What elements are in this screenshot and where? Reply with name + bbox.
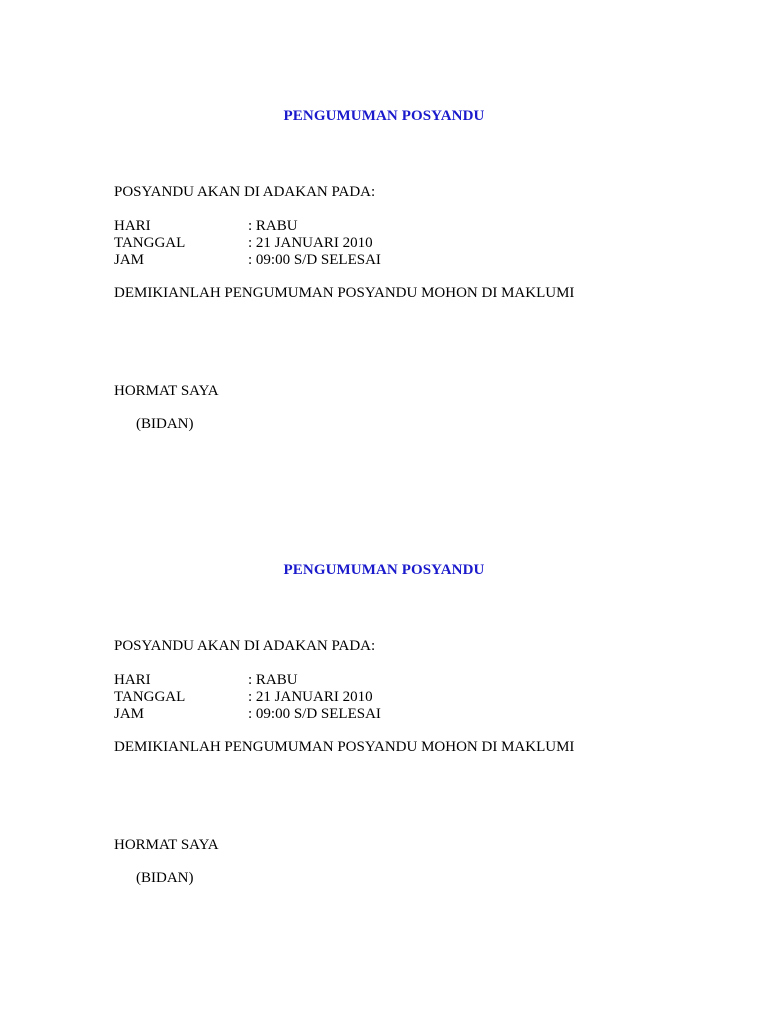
detail-value: : 09:00 S/D SELESAI <box>248 252 381 268</box>
announcement-intro: POSYANDU AKAN DI ADAKAN PADA: <box>114 184 376 200</box>
detail-value: : 09:00 S/D SELESAI <box>248 706 381 722</box>
detail-label: HARI <box>114 672 151 688</box>
closing-statement: DEMIKIANLAH PENGUMUMAN POSYANDU MOHON DI MAKLUMI <box>114 285 575 301</box>
detail-label: TANGGAL <box>114 689 186 705</box>
announcement-title: PENGUMUMAN POSYANDU <box>283 108 485 124</box>
regards-line: HORMAT SAYA <box>114 837 219 853</box>
announcement-title: PENGUMUMAN POSYANDU <box>283 562 485 578</box>
detail-label: JAM <box>114 706 145 722</box>
detail-value: : RABU <box>248 218 298 234</box>
signer-line: (BIDAN) <box>136 870 194 886</box>
detail-label: TANGGAL <box>114 235 186 251</box>
closing-statement: DEMIKIANLAH PENGUMUMAN POSYANDU MOHON DI MAKLUMI <box>114 739 575 755</box>
announcement-intro: POSYANDU AKAN DI ADAKAN PADA: <box>114 638 376 654</box>
detail-label: HARI <box>114 218 151 234</box>
announcement-block <box>0 0 768 440</box>
detail-value: : 21 JANUARI 2010 <box>248 689 373 705</box>
detail-value: : 21 JANUARI 2010 <box>248 235 373 251</box>
detail-label: JAM <box>114 252 145 268</box>
regards-line: HORMAT SAYA <box>114 383 219 399</box>
detail-value: : RABU <box>248 672 298 688</box>
signer-line: (BIDAN) <box>136 416 194 432</box>
announcement-block <box>0 454 768 894</box>
